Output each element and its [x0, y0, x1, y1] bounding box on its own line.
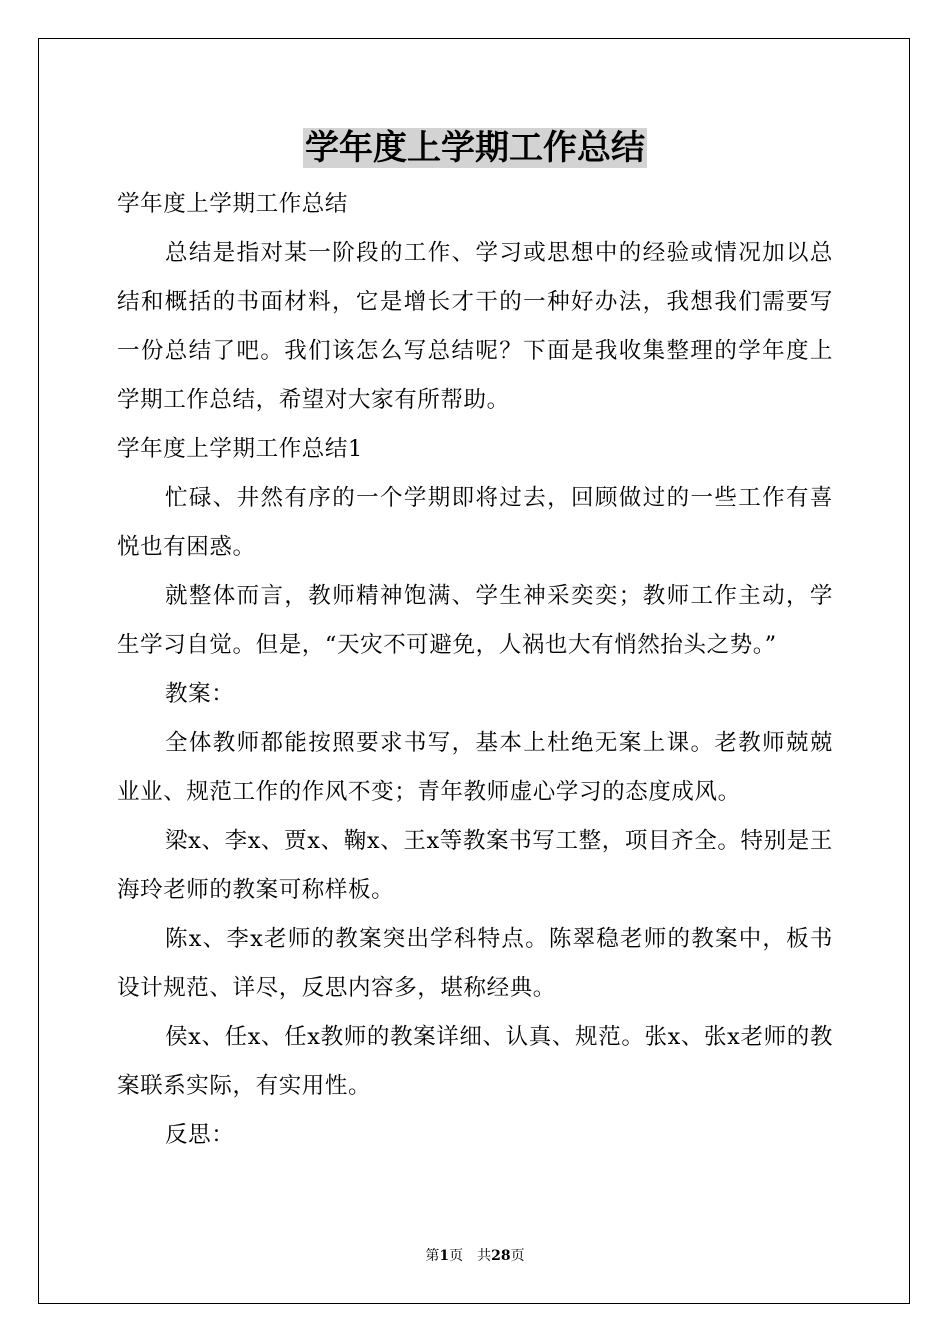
- lesson-plan-heading: 教案：: [165, 681, 235, 707]
- page-prefix: 第: [425, 1248, 440, 1264]
- page-mid: 页 共: [449, 1248, 492, 1264]
- document-title-text: 学年度上学期工作总结: [305, 128, 645, 168]
- document-body: [117, 180, 833, 1160]
- body-paragraph: 侯x、任x、任x教师的教案详细、认真、规范。张x、张x老师的教案联系实际，有实用性。: [117, 1024, 833, 1099]
- document-subtitle: 学年度上学期工作总结: [117, 191, 349, 217]
- document-title: [0, 124, 950, 172]
- page-current: 1: [439, 1248, 450, 1264]
- body-paragraph: 就整体而言，教师精神饱满、学生神采奕奕；教师工作主动，学生学习自觉。但是，“天灾不可避免，人祸也大有悄然抬头之势。”: [117, 583, 833, 658]
- page-suffix: 页: [510, 1248, 525, 1264]
- body-paragraph: 梁x、李x、贾x、鞠x、王x等教案书写工整，项目齐全。特别是王海玲老师的教案可称样板。: [117, 828, 833, 903]
- page-total: 28: [491, 1248, 511, 1264]
- body-paragraph: 陈x、李x老师的教案突出学科特点。陈翠稳老师的教案中，板书设计规范、详尽，反思内容多，堪称经典。: [117, 926, 833, 1001]
- page-footer: [0, 1246, 950, 1266]
- body-paragraph: 全体教师都能按照要求书写，基本上杜绝无案上课。老教师兢兢业业、规范工作的作风不变；青年教师虚心学习的态度成风。: [117, 730, 833, 805]
- body-paragraph: 忙碌、井然有序的一个学期即将过去，回顾做过的一些工作有喜悦也有困惑。: [117, 485, 833, 560]
- section-heading: 学年度上学期工作总结1: [117, 436, 363, 462]
- intro-paragraph: 总结是指对某一阶段的工作、学习或思想中的经验或情况加以总结和概括的书面材料，它是增长才干的一种好办法，我想我们需要写一份总结了吧。我们该怎么写总结呢？下面是我收集整理的学年度上学期工作总结，希望对大家有所帮助。: [117, 240, 833, 413]
- reflection-heading: 反思：: [165, 1122, 235, 1148]
